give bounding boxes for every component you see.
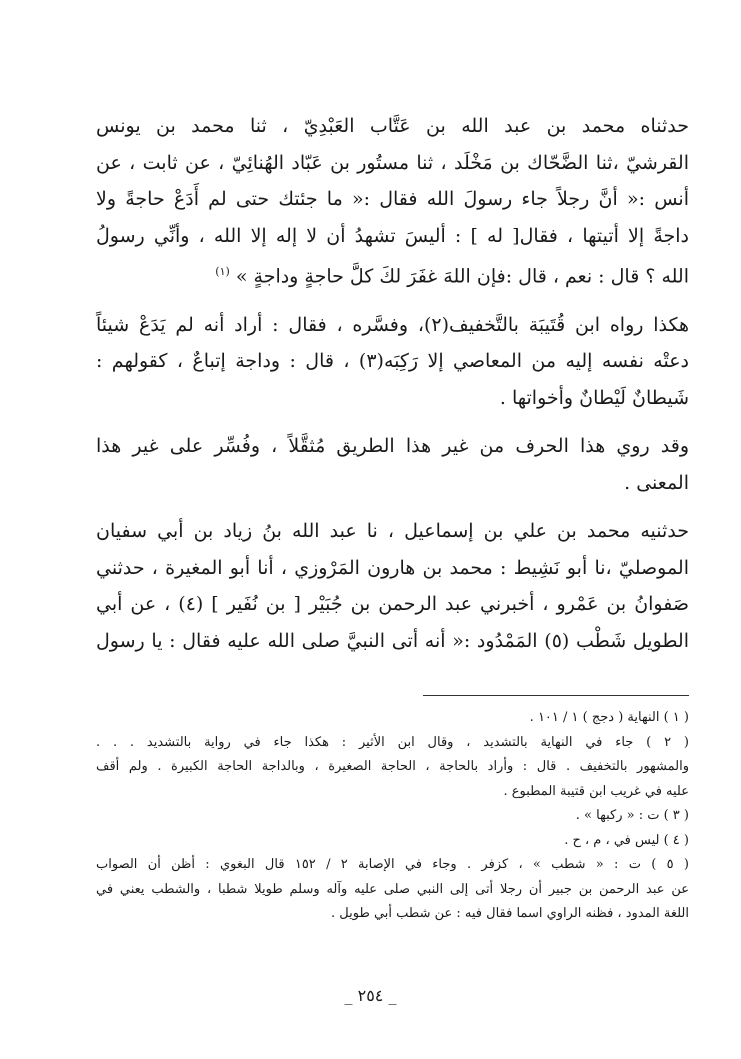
- text-line: داجةً إلا أتيتها ، فقال[ له ] : أليسَ تشهدُ أن لا إله إلا الله ، وأنِّي رسولُ: [96, 224, 689, 247]
- text-line: الطويل شَطْب (٥) المَمْدُود :« أنه أتى النبيَّ صلى الله عليه فقال : يا رسول: [96, 629, 689, 652]
- text-line: الموصليّ ،نا أبو نَشِيط : محمد بن هارون المَرْوزي ، أنا أبو المغيرة ، حدثني: [96, 556, 689, 579]
- footnote: عن عبد الرحمن بن جبير أن رجلا أتى إلى النبي صلى عليه وآله وسلم طويلا شطبا ، والشطب يعني في: [96, 881, 689, 897]
- footnote-ref: (١): [215, 265, 230, 278]
- page-number: _ ٢٥٤ _: [344, 986, 397, 1005]
- paragraph-4: [96, 513, 689, 659]
- footnote: عليه في غريب ابن قتيبة المطبوع .: [503, 783, 689, 799]
- paragraph-3: [96, 428, 689, 501]
- text-line: المعنى .: [624, 471, 689, 494]
- footnote: ( ٤ ) ليس في ، م ، ح .: [564, 832, 689, 848]
- footnote: اللغة المدود ، فظنه الراوي اسما فقال فيه : عن شطب أبي طويل .: [331, 906, 689, 921]
- text-line: وقد روي هذا الحرف من غير هذا الطريق مُثقَّلاً ، وفُسِّر على غير هذا: [96, 435, 689, 458]
- text-line: صَفوانُ بن عَمْرو ، أخبرني عبد الرحمن بن جُبَيْر [ بن نُفَير ] (٤) ، عن أبي: [96, 593, 689, 616]
- paragraph-2: [96, 307, 689, 417]
- text-line: دعتْه نفسه إليه من المعاصي إلا رَكِبَه(٣) ، قال : وداجة إتباعٌ ، كقولهم :: [96, 350, 689, 373]
- text-line: حدثنيه محمد بن علي بن إسماعيل ، نا عبد الله بنُ زياد بن أبي سفيان: [96, 520, 689, 543]
- main-text: [96, 108, 689, 659]
- text-line: هكذا رواه ابن قُتَيبَة بالتَّخفيف(٢)، وفسَّره ، فقال : أراد أنه لم يَدَعْ شيئاً: [96, 313, 689, 336]
- footnote: ( ١ ) النهاية ( دجج ) ١ / ١٠١ .: [529, 710, 689, 725]
- text-line: القرشيّ ،ثنا الضَّحّاك بن مَخْلَد ، ثنا مستُور بن عَبّاد الهُنائِيّ ، عن ثابت ، عن: [96, 151, 689, 174]
- footnote: ( ٥ ) ت : « شطب » ، كزفر . وجاء في الإصابة ٢ / ١٥٢ قال البغوي : أظن أن الصواب: [96, 857, 689, 872]
- text-line-content: الله ؟ قال : نعم ، قال :فإن اللهَ غفَرَ لكَ كلَّ حاجةٍ وداجةٍ »: [235, 265, 689, 288]
- paragraph-1: [96, 108, 689, 295]
- footnote-divider: [423, 695, 689, 696]
- text-line: [96, 254, 689, 295]
- text-line: أنس :« أنَّ رجلاً جاء رسولَ الله فقال :« ما جئتك حتى لم أَدَعْ حاجةً ولا: [96, 188, 689, 210]
- footnote: ( ٢ ) جاء في النهاية بالتشديد ، وقال ابن الأثير : هكذا جاء في رواية بالتشديد . . .: [96, 734, 689, 750]
- text-line: شَيطانٌ لَيْطانٌ وأخواتها .: [499, 386, 689, 409]
- text-line: حدثناه محمد بن عبد الله بن عَتَّاب العَبْدِيّ ، ثنا محمد بن يونس: [96, 115, 689, 137]
- footnotes: [96, 706, 689, 927]
- footnote: ( ٣ ) ت : « ركبها » .: [575, 808, 689, 823]
- footnote: والمشهور بالتخفيف . قال : وأراد بالحاجة ، الحاجة الصغيرة ، وبالداجة الحاجة الكبيرة . ولم أقف: [96, 759, 689, 774]
